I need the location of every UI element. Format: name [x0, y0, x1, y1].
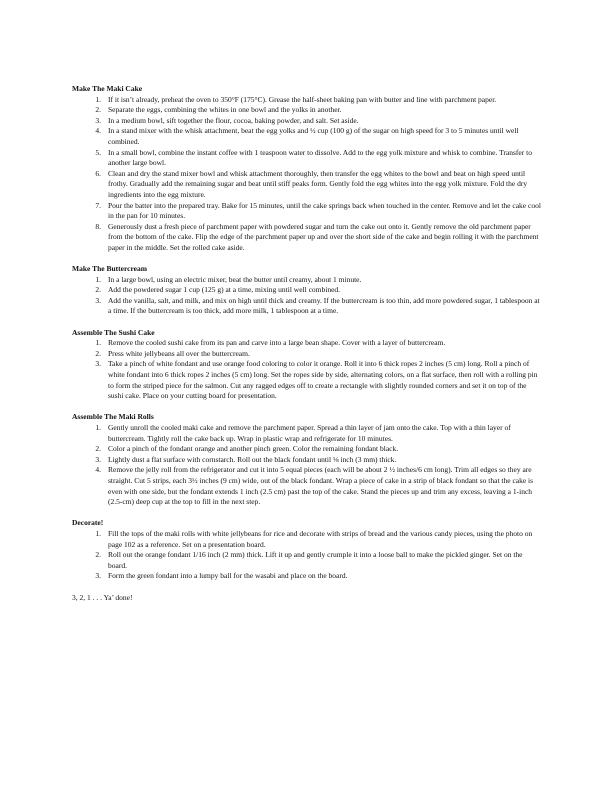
step-text: Lightly dust a flat surface with cornstarch. Roll out the black fondant until ⅛ inch (3 mm) thick.	[108, 454, 397, 464]
step-text: Add the vanilla, salt, and milk, and mix on high until thick and creamy. If the buttercream is too thin, add more powdered sugar, 1 tablespoon at a time. If the buttercream is too thick, add more milk, 1 tablespoon at a time.	[108, 295, 540, 316]
step-list	[72, 338, 542, 402]
step-item	[72, 529, 542, 550]
step-item	[72, 126, 542, 147]
step-item	[72, 116, 542, 127]
step-number: 8.	[95, 221, 101, 231]
step-item	[72, 169, 542, 201]
recipe-section	[72, 264, 542, 317]
step-number: 7.	[95, 200, 101, 210]
step-list	[72, 529, 542, 582]
step-item	[72, 105, 542, 116]
step-item	[72, 285, 542, 296]
step-number: 3.	[95, 295, 101, 305]
step-number: 4.	[95, 126, 101, 136]
step-list	[72, 95, 542, 254]
section-heading: Assemble The Sushi Cake	[72, 327, 155, 337]
step-item	[72, 296, 542, 317]
step-text: Separate the eggs, combining the whites in one bowl and the yolks in another.	[108, 105, 342, 115]
step-text: Remove the cooled sushi cake from its pan and carve into a large bean shape. Cover with a layer of buttercream.	[108, 338, 446, 348]
recipe-section	[72, 84, 542, 254]
step-item	[72, 465, 542, 507]
section-heading: Make The Buttercream	[72, 264, 147, 274]
step-text: Take a pinch of white fondant and use orange food coloring to color it orange. Roll it into 6 thick ropes 2 inches (5 cm) long. Roll a pinch of white fondant into 6 thick ropes 2 inches (5 cm) long. Set the ropes side by side, alternating colors, on a flat surface, then roll with a rolling pin to form the striped piece for the salmon. Cut any ragged edges off to create a rectangle with slightly rounded corners and set it on top of the sushi cake. Place on your cutting board for presentation.	[108, 359, 538, 401]
closing-line: 3, 2, 1 . . . Ya’ done!	[72, 592, 133, 602]
step-number: 2.	[95, 105, 101, 115]
step-item	[72, 148, 542, 169]
step-number: 3.	[95, 571, 101, 581]
step-number: 2.	[95, 444, 101, 454]
recipe-sections	[72, 84, 542, 582]
step-text: Clean and dry the stand mixer bowl and whisk attachment thoroughly, then transfer the egg whites to the bowl and beat on high speed until frothy. Gradually add the remaining sugar and beat until stiff peaks form. Gently fold the egg whites into the egg yolk mixture. Fold the dry ingredients into the egg mixture.	[108, 168, 528, 199]
step-item	[72, 222, 542, 254]
step-list	[72, 275, 542, 317]
step-text: Roll out the orange fondant 1/16 inch (2 mm) thick. Lift it up and gently crumple it into a loose ball to make the pickled ginger. Set on the board.	[108, 550, 523, 570]
recipe-section	[72, 328, 542, 402]
step-item	[72, 201, 542, 222]
step-number: 4.	[95, 465, 101, 475]
step-text: In a large bowl, using an electric mixer, beat the butter until creamy, about 1 minute.	[108, 274, 362, 284]
recipe-section	[72, 518, 542, 582]
step-number: 2.	[95, 285, 101, 295]
step-text: If it isn’t already, preheat the oven to 350°F (175°C). Grease the half-sheet baking pan with butter and line with parchment paper.	[108, 94, 497, 104]
step-number: 6.	[95, 168, 101, 178]
step-item	[72, 455, 542, 466]
step-text: Add the powdered sugar 1 cup (125 g) at a time, mixing until well combined.	[108, 285, 341, 295]
step-number: 1.	[95, 274, 101, 284]
section-heading: Decorate!	[72, 518, 104, 528]
step-item	[72, 275, 542, 286]
step-text: In a medium bowl, sift together the flour, cocoa, baking powder, and salt. Set aside.	[108, 115, 359, 125]
step-text: Pour the batter into the prepared tray. Bake for 15 minutes, until the cake springs back when touched in the center. Remove and let the cake cool in the pan for 10 minutes.	[108, 200, 541, 221]
step-number: 2.	[95, 550, 101, 560]
step-text: Generously dust a fresh piece of parchment paper with powdered sugar and turn the cake out onto it. Gently remove the old parchment paper from the bottom of the cake. Flip the edge of the parchment paper up and over the short side of the cake and begin rolling it with the parchment paper in the middle. Set the rolled cake aside.	[108, 221, 539, 252]
step-number: 1.	[95, 338, 101, 348]
step-text: Form the green fondant into a lumpy ball for the wasabi and place on the board.	[108, 571, 348, 581]
step-number: 3.	[95, 115, 101, 125]
step-list	[72, 423, 542, 508]
step-number: 1.	[95, 94, 101, 104]
step-text: Color a pinch of the fondant orange and another pinch green. Color the remaining fondant black.	[108, 444, 399, 454]
step-number: 3.	[95, 454, 101, 464]
step-text: Press white jellybeans all over the buttercream.	[108, 348, 250, 358]
step-number: 3.	[95, 359, 101, 369]
step-item	[72, 571, 542, 582]
step-number: 2.	[95, 348, 101, 358]
step-number: 1.	[95, 528, 101, 538]
step-item	[72, 550, 542, 571]
step-text: In a small bowl, combine the instant coffee with 1 teaspoon water to dissolve. Add to the egg yolk mixture and whisk to combine. Transfer to another large bowl.	[108, 147, 532, 168]
section-heading: Make The Maki Cake	[72, 84, 143, 93]
step-item	[72, 423, 542, 444]
step-item	[72, 338, 542, 349]
step-item	[72, 95, 542, 106]
step-item	[72, 359, 542, 401]
step-number: 1.	[95, 423, 101, 432]
step-text: Remove the jelly roll from the refrigerator and cut it into 5 equal pieces (each will be about 2 ½ inches/6 cm long). Trim all edges so they are straight. Cut 5 strips, each 3½ inches (9 cm) wide, out of the black fondant. Wrap a piece of cake in a strip of black fondant so that the cake is even with one side, but the fondant extends 1 inch (2.5 cm) past the top of the cake. Stand the pieces up and trim any excess, leaving a 1-inch (2.5-cm) deep cup at the top to fill in the next step.	[108, 465, 534, 507]
step-item	[72, 444, 542, 455]
section-heading: Assemble The Maki Rolls	[72, 412, 154, 422]
step-number: 5.	[95, 147, 101, 157]
step-text: Fill the tops of the maki rolls with white jellybeans for rice and decorate with strips of bread and the various candy pieces, using the photo on page 102 as a reference. Set on a presentation board.	[108, 528, 533, 549]
document-page	[72, 84, 542, 603]
step-item	[72, 349, 542, 360]
step-text: In a stand mixer with the whisk attachment, beat the egg yolks and ½ cup (100 g) of the sugar on high speed for 3 to 5 minutes until well combined.	[108, 126, 519, 146]
recipe-section	[72, 412, 542, 507]
step-text: Gently unroll the cooled maki cake and remove the parchment paper. Spread a thin layer of jam onto the cake. Top with a thin layer of buttercream. Tightly roll the cake back up. Wrap in plastic wrap and refrigerate for 10 minutes.	[108, 423, 511, 443]
